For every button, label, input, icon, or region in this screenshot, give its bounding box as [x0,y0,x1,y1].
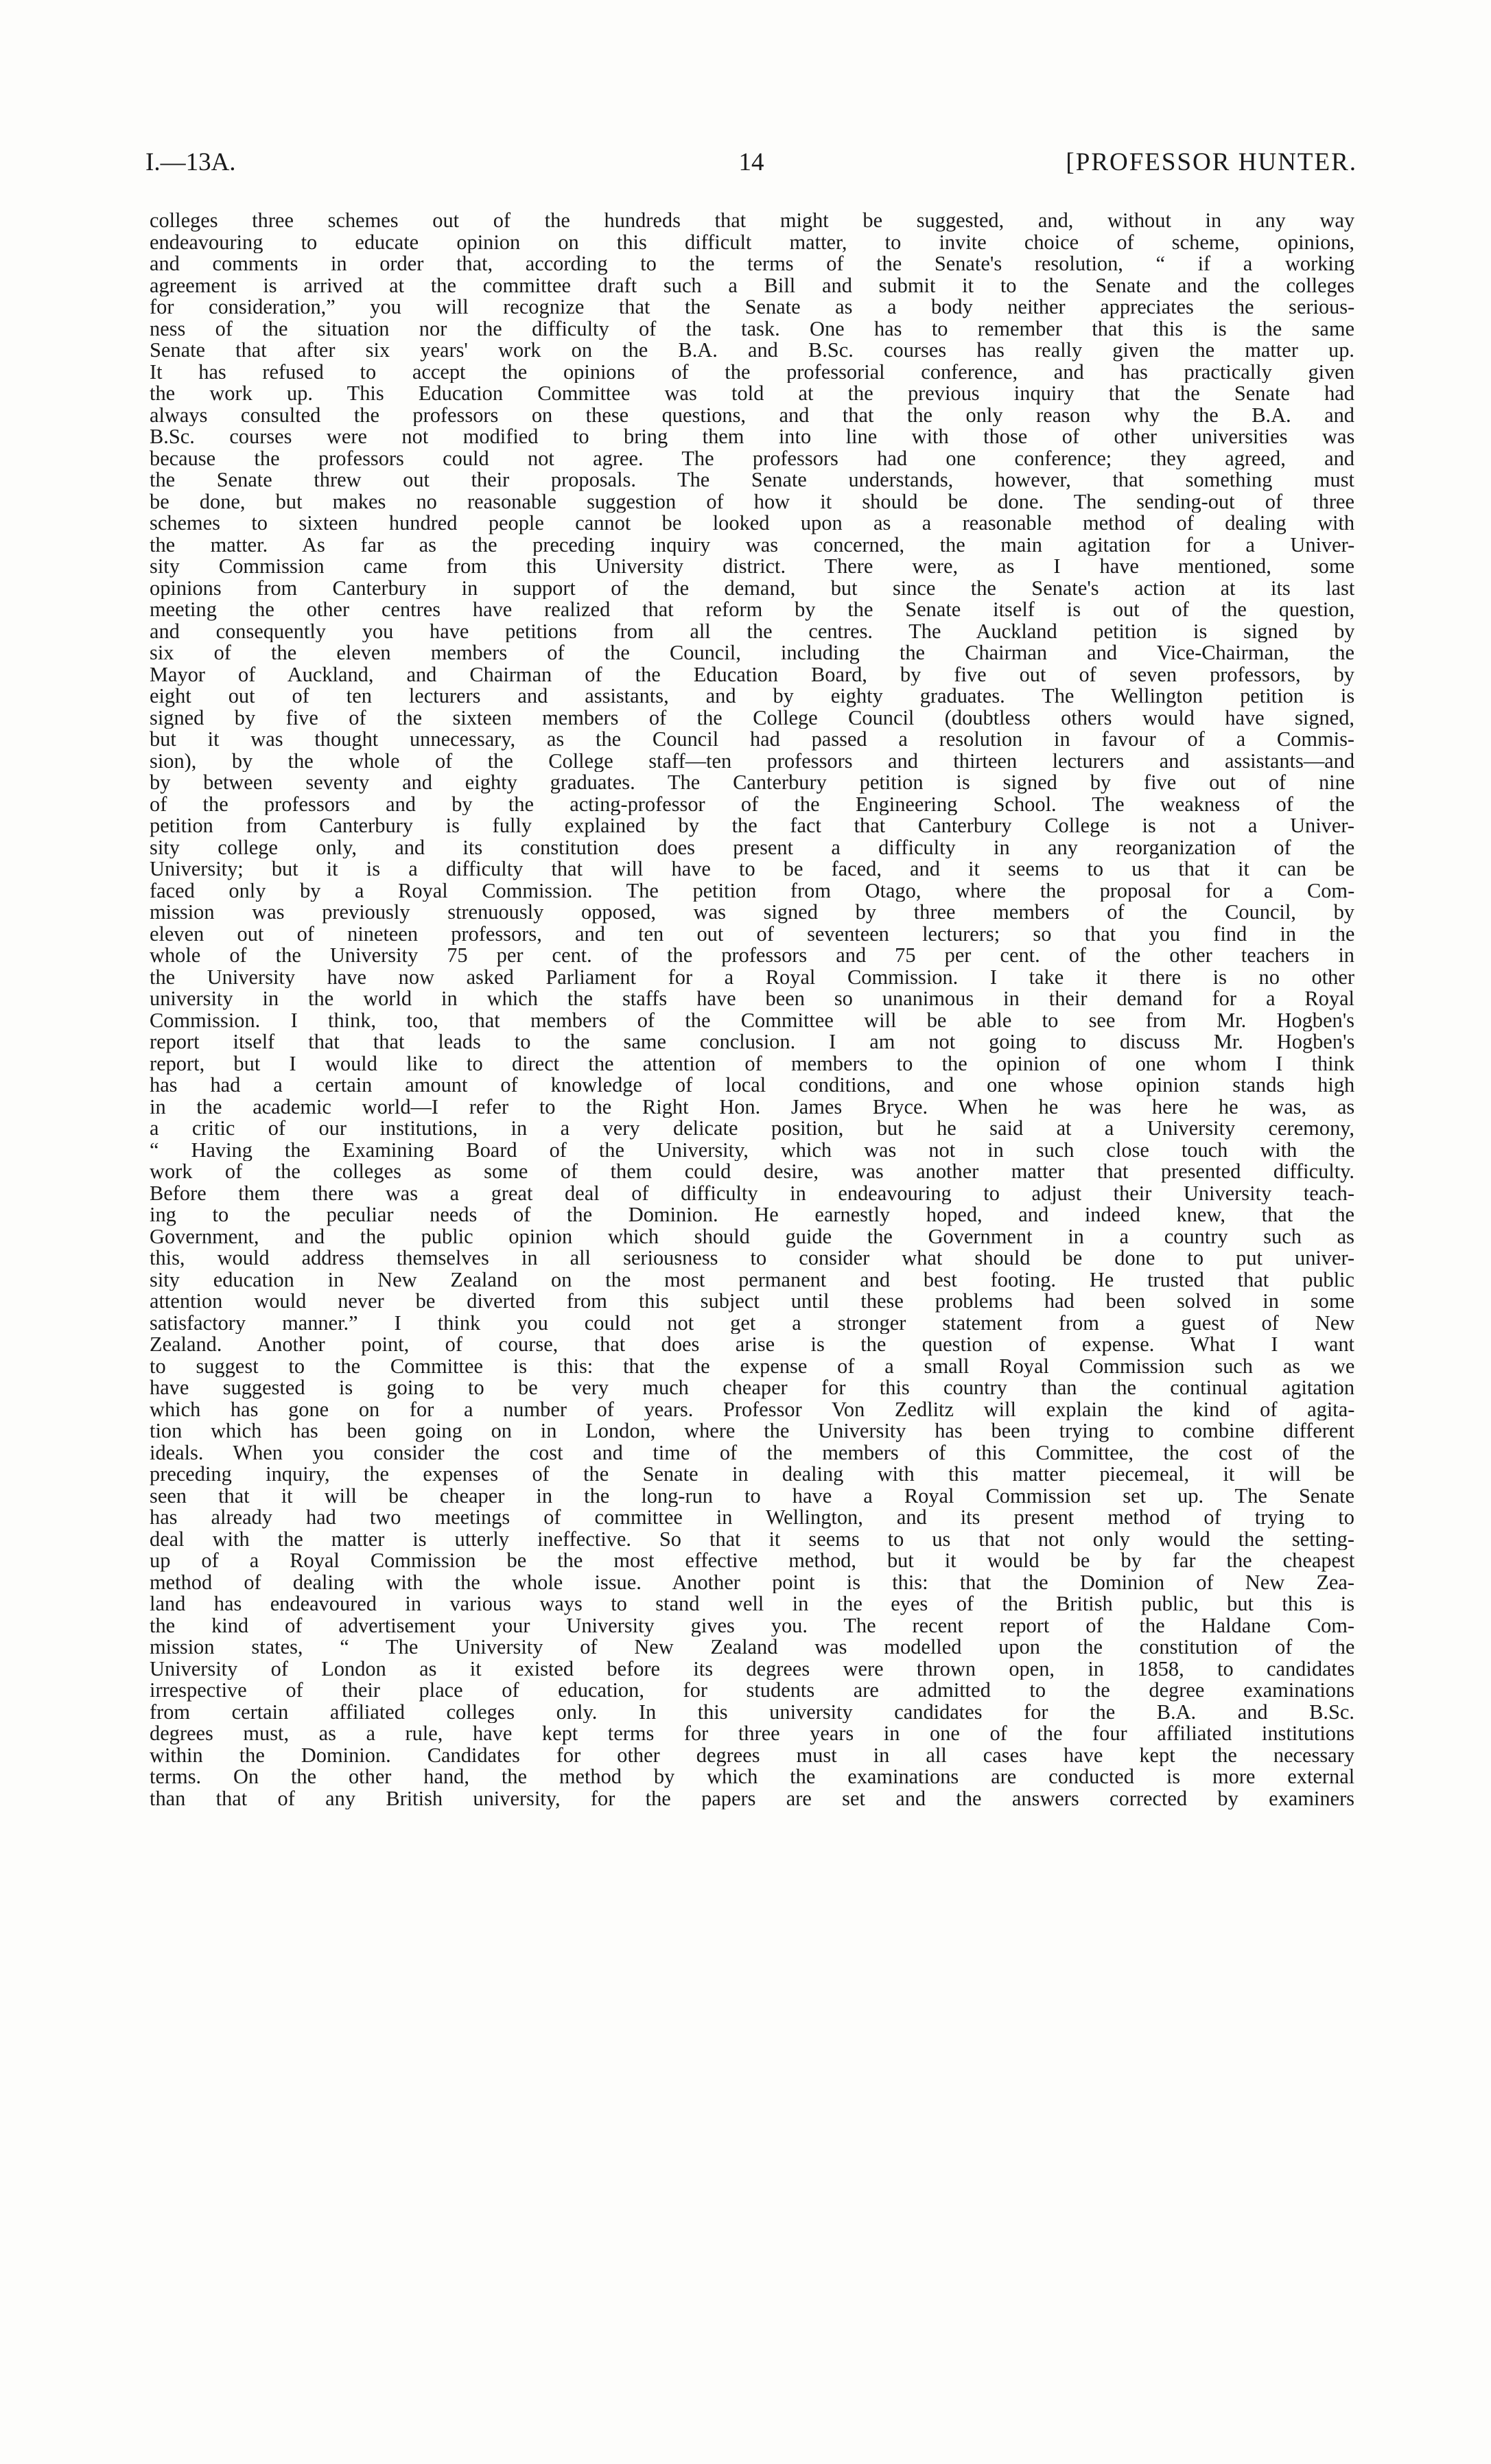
text-line: Before them there was a great deal of difficulty in endeavouring to adjust their University teach- [150,1182,1354,1204]
text-line: report itself that that leads to the same conclusion. I am not going to discuss Mr. Hogben's [150,1031,1354,1053]
body-text [150,210,1354,1809]
text-line: tion which has been going on in London, where the University has been trying to combine different [150,1420,1354,1442]
text-line: because the professors could not agree. The professors had one conference; they agreed, and [150,447,1354,469]
text-line: and consequently you have petitions from all the centres. The Auckland petition is signed by [150,620,1354,642]
text-line: and comments in order that, according to the terms of the Senate's resolution, “ if a working [150,253,1354,275]
text-line: has already had two meetings of committee in Wellington, and its present method of trying to [150,1507,1354,1529]
text-line: signed by five of the sixteen members of the College Council (doubtless others would have signed, [150,707,1354,729]
text-line: petition from Canterbury is fully explained by the fact that Canterbury College is not a Univer- [150,815,1354,837]
text-line: six of the eleven members of the Council, including the Chairman and Vice-Chairman, the [150,642,1354,664]
text-line: B.Sc. courses were not modified to bring them into line with those of other universities was [150,426,1354,448]
text-line: Commission. I think, too, that members of the Committee will be able to see from Mr. Hogben's [150,1009,1354,1031]
text-line: mission states, “ The University of New Zealand was modelled upon the constitution of the [150,1636,1354,1658]
text-line: sity education in New Zealand on the most permanent and best footing. He trusted that public [150,1269,1354,1291]
text-line: the matter. As far as the preceding inquiry was concerned, the main agitation for a Univer- [150,534,1354,556]
text-line: university in the world in which the staffs have been so unanimous in their demand for a Royal [150,988,1354,1010]
text-line: always consulted the professors on these questions, and that the only reason why the B.A. and [150,404,1354,426]
text-line: ideals. When you consider the cost and time of the members of this Committee, the cost of the [150,1442,1354,1464]
text-line: University; but it is a difficulty that will have to be faced, and it seems to us that it can be [150,858,1354,880]
text-line: Senate that after six years' work on the B.A. and B.Sc. courses has really given the matter up. [150,340,1354,362]
text-line: It has refused to accept the opinions of the professorial conference, and has practically given [150,361,1354,383]
text-line: to suggest to the Committee is this: that the expense of a small Royal Commission such as we [150,1355,1354,1377]
text-line: terms. On the other hand, the method by which the examinations are conducted is more external [150,1766,1354,1788]
text-line: which has gone on for a number of years. Professor Von Zedlitz will explain the kind of agita- [150,1398,1354,1420]
text-line: Mayor of Auckland, and Chairman of the Education Board, by five out of seven professors, by [150,664,1354,685]
text-line: attention would never be diverted from this subject until these problems had been solved in some [150,1291,1354,1313]
speaker-heading: [PROFESSOR HUNTER. [1066,148,1357,176]
text-line: the kind of advertisement your University gives you. The recent report of the Haldane Com- [150,1615,1354,1636]
text-line: preceding inquiry, the expenses of the Senate in dealing with this matter piecemeal, it will be [150,1464,1354,1486]
text-line: land has endeavoured in various ways to stand well in the eyes of the British public, but this is [150,1593,1354,1615]
text-line: faced only by a Royal Commission. The petition from Otago, where the proposal for a Com- [150,880,1354,902]
text-line: eleven out of nineteen professors, and ten out of seventeen lecturers; so that you find in the [150,923,1354,945]
text-line: degrees must, as a rule, have kept terms for three years in one of the four affiliated institutions [150,1723,1354,1745]
text-line: but it was thought unnecessary, as the Council had passed a resolution in favour of a Commis- [150,729,1354,751]
text-line: report, but I would like to direct the attention of members to the opinion of one whom I think [150,1053,1354,1075]
text-line: up of a Royal Commission be the most effective method, but it would be by far the cheapest [150,1550,1354,1572]
document-reference: I.—13A. [145,148,236,176]
text-line: have suggested is going to be very much cheaper for this country than the continual agitation [150,1377,1354,1399]
text-line: Zealand. Another point, of course, that does arise is the question of expense. What I want [150,1334,1354,1356]
text-line: eight out of ten lecturers and assistants, and by eighty graduates. The Wellington petition is [150,685,1354,707]
text-line: within the Dominion. Candidates for other degrees must in all cases have kept the necessary [150,1744,1354,1766]
text-line: sion), by the whole of the College staff—ten professors and thirteen lecturers and assistants—and [150,750,1354,772]
text-line: sity college only, and its constitution does present a difficulty in any reorganization of the [150,836,1354,858]
text-line: agreement is arrived at the committee draft such a Bill and submit it to the Senate and the colleges [150,274,1354,296]
text-line: in the academic world—I refer to the Right Hon. James Bryce. When he was here he was, as [150,1096,1354,1118]
text-line: has had a certain amount of knowledge of local conditions, and one whose opinion stands high [150,1075,1354,1096]
text-line: irrespective of their place of education, for students are admitted to the degree examinations [150,1680,1354,1702]
text-line: of the professors and by the acting-professor of the Engineering School. The weakness of the [150,793,1354,815]
page-header [145,145,1357,180]
text-line: ing to the peculiar needs of the Dominion. He earnestly hoped, and indeed knew, that the [150,1204,1354,1226]
text-line: University of London as it existed before its degrees were thrown open, in 1858, to candidates [150,1658,1354,1680]
text-line: meeting the other centres have realized that reform by the Senate itself is out of the question, [150,599,1354,621]
text-line: from certain affiliated colleges only. In this university candidates for the B.A. and B.Sc. [150,1701,1354,1723]
text-line: the University have now asked Parliament for a Royal Commission. I take it there is no other [150,966,1354,988]
text-line: schemes to sixteen hundred people cannot be looked upon as a reasonable method of dealing with [150,513,1354,535]
text-line: “ Having the Examining Board of the University, which was not in such close touch with the [150,1139,1354,1161]
page-number: 14 [738,148,764,176]
text-line: by between seventy and eighty graduates. The Canterbury petition is signed by five out of nine [150,772,1354,794]
text-line: the work up. This Education Committee was told at the previous inquiry that the Senate had [150,383,1354,405]
text-line: Government, and the public opinion which should guide the Government in a country such as [150,1225,1354,1247]
text-line: method of dealing with the whole issue. Another point is this: that the Dominion of New Zea- [150,1571,1354,1593]
text-line: ness of the situation nor the difficulty of the task. One has to remember that this is the same [150,318,1354,340]
text-line: whole of the University 75 per cent. of the professors and 75 per cent. of the other teachers in [150,945,1354,967]
text-line: a critic of our institutions, in a very delicate position, but he said at a University ceremony, [150,1118,1354,1140]
text-line: seen that it will be cheaper in the long-run to have a Royal Commission set up. The Senate [150,1485,1354,1507]
text-line: sity Commission came from this University district. There were, as I have mentioned, some [150,556,1354,578]
text-line: than that of any British university, for the papers are set and the answers corrected by examiners [150,1787,1354,1809]
text-line: this, would address themselves in all seriousness to consider what should be done to put univer- [150,1247,1354,1269]
text-line: opinions from Canterbury in support of the demand, but since the Senate's action at its last [150,577,1354,599]
text-line: endeavouring to educate opinion on this difficult matter, to invite choice of scheme, opinions, [150,231,1354,253]
text-line: the Senate threw out their proposals. The Senate understands, however, that something must [150,469,1354,491]
text-line: for consideration,” you will recognize that the Senate as a body neither appreciates the serious- [150,296,1354,318]
text-line: deal with the matter is utterly ineffective. So that it seems to us that not only would the setting- [150,1528,1354,1550]
text-line: work of the colleges as some of them could desire, was another matter that presented difficulty. [150,1161,1354,1183]
text-line: be done, but makes no reasonable suggestion of how it should be done. The sending-out of three [150,491,1354,513]
text-line: mission was previously strenuously opposed, was signed by three members of the Council, by [150,902,1354,924]
text-line: colleges three schemes out of the hundreds that might be suggested, and, without in any way [150,210,1354,232]
text-line: satisfactory manner.” I think you could not get a stronger statement from a guest of New [150,1312,1354,1334]
